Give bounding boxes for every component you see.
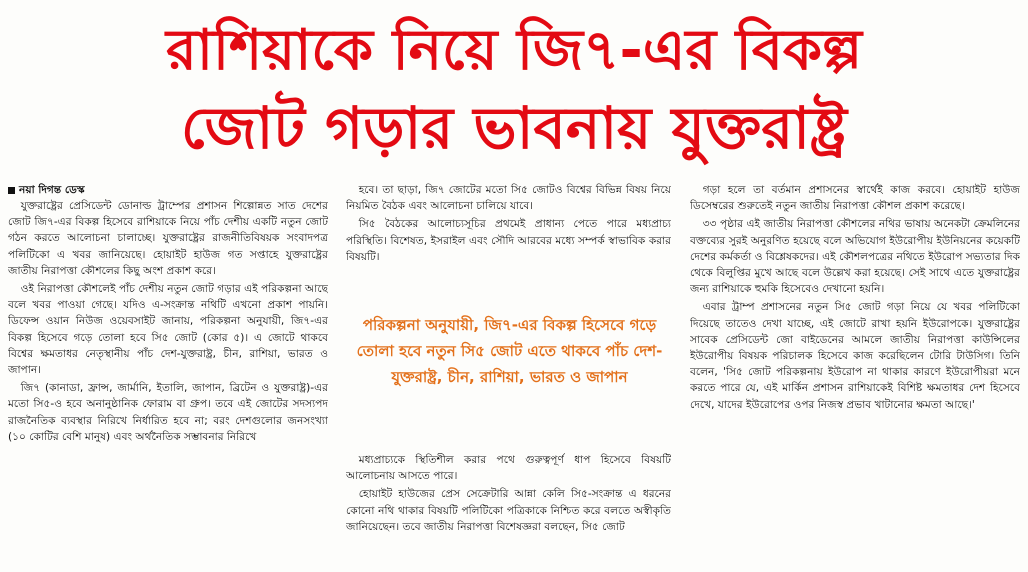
paragraph: সি৫ বৈঠকের আলোচ্যসূচির প্রথমেই প্রাধান্য পেতে পারে মধ্যপ্রাচ্য পরিস্থিতি। বিশেষত, ইসরাইল এবং সৌদি আরবের মধ্যে সম্পর্ক স্বাভাবিক করার বিষয়টি। <box>346 218 671 263</box>
paragraph: হোয়াইট হাউজের প্রেস সেক্রেটারি আন্না কেলি সি৫-সংক্রান্ত এ ধরনের কোনো নথি থাকার বিষয়টি পলিটিকো পত্রিকাকে নিশ্চিত করে বলতে অস্বীকৃতি জানিয়েছেন। তবে জাতীয় নিরাপত্তা বিশেষজ্ঞরা বলছেন, সি৫ জোট <box>346 488 671 533</box>
article-column-1 <box>8 182 328 572</box>
byline-text: নয়া দিগন্ত ডেস্ক <box>19 184 85 196</box>
pull-quote: পরিকল্পনা অনুযায়ী, জি৭-এর বিকল্প হিসেবে গড়ে তোলা হবে নতুন সি৫ জোট এতে থাকবে পাঁচ দেশ-যুক্তরাষ্ট্র, চীন, রাশিয়া, ভারত ও জাপান <box>356 316 663 386</box>
paragraph: জি৭ (কানাডা, ফ্রান্স, জার্মানি, ইতালি, জাপান, ব্রিটেন ও যুক্তরাষ্ট্র)-এর মতো সি৫-ও হবে অনানুষ্ঠানিক ফোরাম বা গ্রুপ। তবে এই জোটের সদস্যপদ রাজনৈতিক ব্যবস্থার নিরিখে নির্ধারিত হবে না; বরং দেশগুলোর জনসংখ্যা (১০ কোটির বেশি মানুষ) এবং অর্থনৈতিক সম্ভাবনার নিরিখে <box>8 382 328 443</box>
headline-line-1: রাশিয়াকে নিয়ে জি৭-এর বিকল্প <box>165 18 863 83</box>
article-column-3 <box>690 182 1020 572</box>
headline-line-2: জোট গড়ার ভাবনায় যুক্তরাষ্ট্র <box>181 94 847 162</box>
paragraph: হবে। তা ছাড়া, জি৭ জোটের মতো সি৫ জোটও বিশ্বের বিভিন্ন বিষয় নিয়ে নিয়মিত বৈঠক এবং আলোচনা চালিয়ে যাবে। <box>346 184 671 213</box>
article-column-2-top <box>346 182 671 300</box>
paragraph: ওই নিরাপত্তা কৌশলেই পাঁচ দেশীয় নতুন জোট গড়ার এই পরিকল্পনা আছে বলে খবর পাওয়া গেছে। যদিও এ-সংক্রান্ত নথিটি এখনো প্রকাশ পায়নি। ডিফেন্স ওয়ান নিউজ ওয়েবসাইট জানায়, পরিকল্পনা অনুযায়ী, জি৭-এর বিকল্প হিসেবে গড়ে তোলা হবে সি৫ জোট (কোর ৫)। এ জোটে থাকবে বিশ্বের ক্ষমতাধর নেতৃস্থানীয় পাঁচ দেশ-যুক্তরাষ্ট্র, চীন, রাশিয়া, ভারত ও জাপান। <box>8 283 328 377</box>
paragraph: যুক্তরাষ্ট্রের প্রেসিডেন্ট ডোনাল্ড ট্রাম্পের প্রশাসন শিল্পোন্নত সাত দেশের জোট জি৭-এর বিকল্প হিসেবে রাশিয়াকে নিয়ে পাঁচ দেশীয় একটি নতুন জোট গঠন করতে আলোচনা চালাচ্ছে। যুক্তরাষ্ট্রের রাজনীতিবিষয়ক সংবাদপত্র পলিটিকো এ খবর জানিয়েছে। হোয়াইট হাউজ গত সপ্তাহে যুক্তরাষ্ট্রের জাতীয় নিরাপত্তা কৌশলের কিছু অংশ প্রকাশ করে। <box>8 200 328 277</box>
paragraph: মধ্যপ্রাচ্যকে স্থিতিশীল করার পথে গুরুত্বপূর্ণ ধাপ হিসেবে বিষয়টি আলোচনায় আসতে পারে। <box>346 454 671 483</box>
byline <box>8 182 328 198</box>
square-bullet-icon <box>8 187 15 194</box>
headline <box>0 0 1028 178</box>
paragraph: গড়া হলে তা বর্তমান প্রশাসনের স্বার্থেই কাজ করবে। হোয়াইট হাউজ ডিসেম্বরের শুরুতেই নতুন জাতীয় নিরাপত্তা কৌশল প্রকাশ করেছে। <box>690 184 1020 213</box>
paragraph: ৩৩ পৃষ্ঠার এই জাতীয় নিরাপত্তা কৌশলের নথির ভাষায় অনেকটা ক্রেমলিনের বক্তব্যের সুরই অনুরণিত হয়েছে বলে অভিযোগ ইউরোপীয় ইউনিয়নের কয়েকটি দেশের কর্মকর্তা ও বিশ্লেষকদের। এই কৌশলপত্রের নথিতে ইউরোপ সভ্যতার দিক থেকে বিলুপ্তির মুখে আছে বলে উল্লেখ করা হয়েছে। সেই সাথে এতে যুক্তরাষ্ট্রের জন্য রাশিয়াকে হুমকি হিসেবেও দেখানো হয়নি। <box>690 218 1020 296</box>
article-column-2-bottom <box>346 452 671 572</box>
paragraph: এবার ট্রাম্প প্রশাসনের নতুন সি৫ জোট গড়া নিয়ে যে খবর পলিটিকো দিয়েছে তাতেও দেখা যাচ্ছে, এই জোটে রাখা হয়নি ইউরোপকে। যুক্তরাষ্ট্রের সাবেক প্রেসিডেন্ট জো বাইডেনের আমলে জাতীয় নিরাপত্তা কাউন্সিলের ইউরোপীয় বিষয়ক পরিচালক হিসেবে কাজ করেছিলেন টোরি টাউসিগ। তিনি বলেন, 'সি৫ জোট পরিকল্পনায় ইউরোপ না থাকার কারণে ইউরোপীয়রা মনে করতে পারে যে, এই মার্কিন প্রশাসন রাশিয়াকেই বিশিষ্ট ক্ষমতাধর দেশ হিসেবে দেখে, যাদের ইউরোপের ওপর নিজস্ব প্রভাব খাটানোর ক্ষমতা আছে।' <box>690 301 1020 411</box>
